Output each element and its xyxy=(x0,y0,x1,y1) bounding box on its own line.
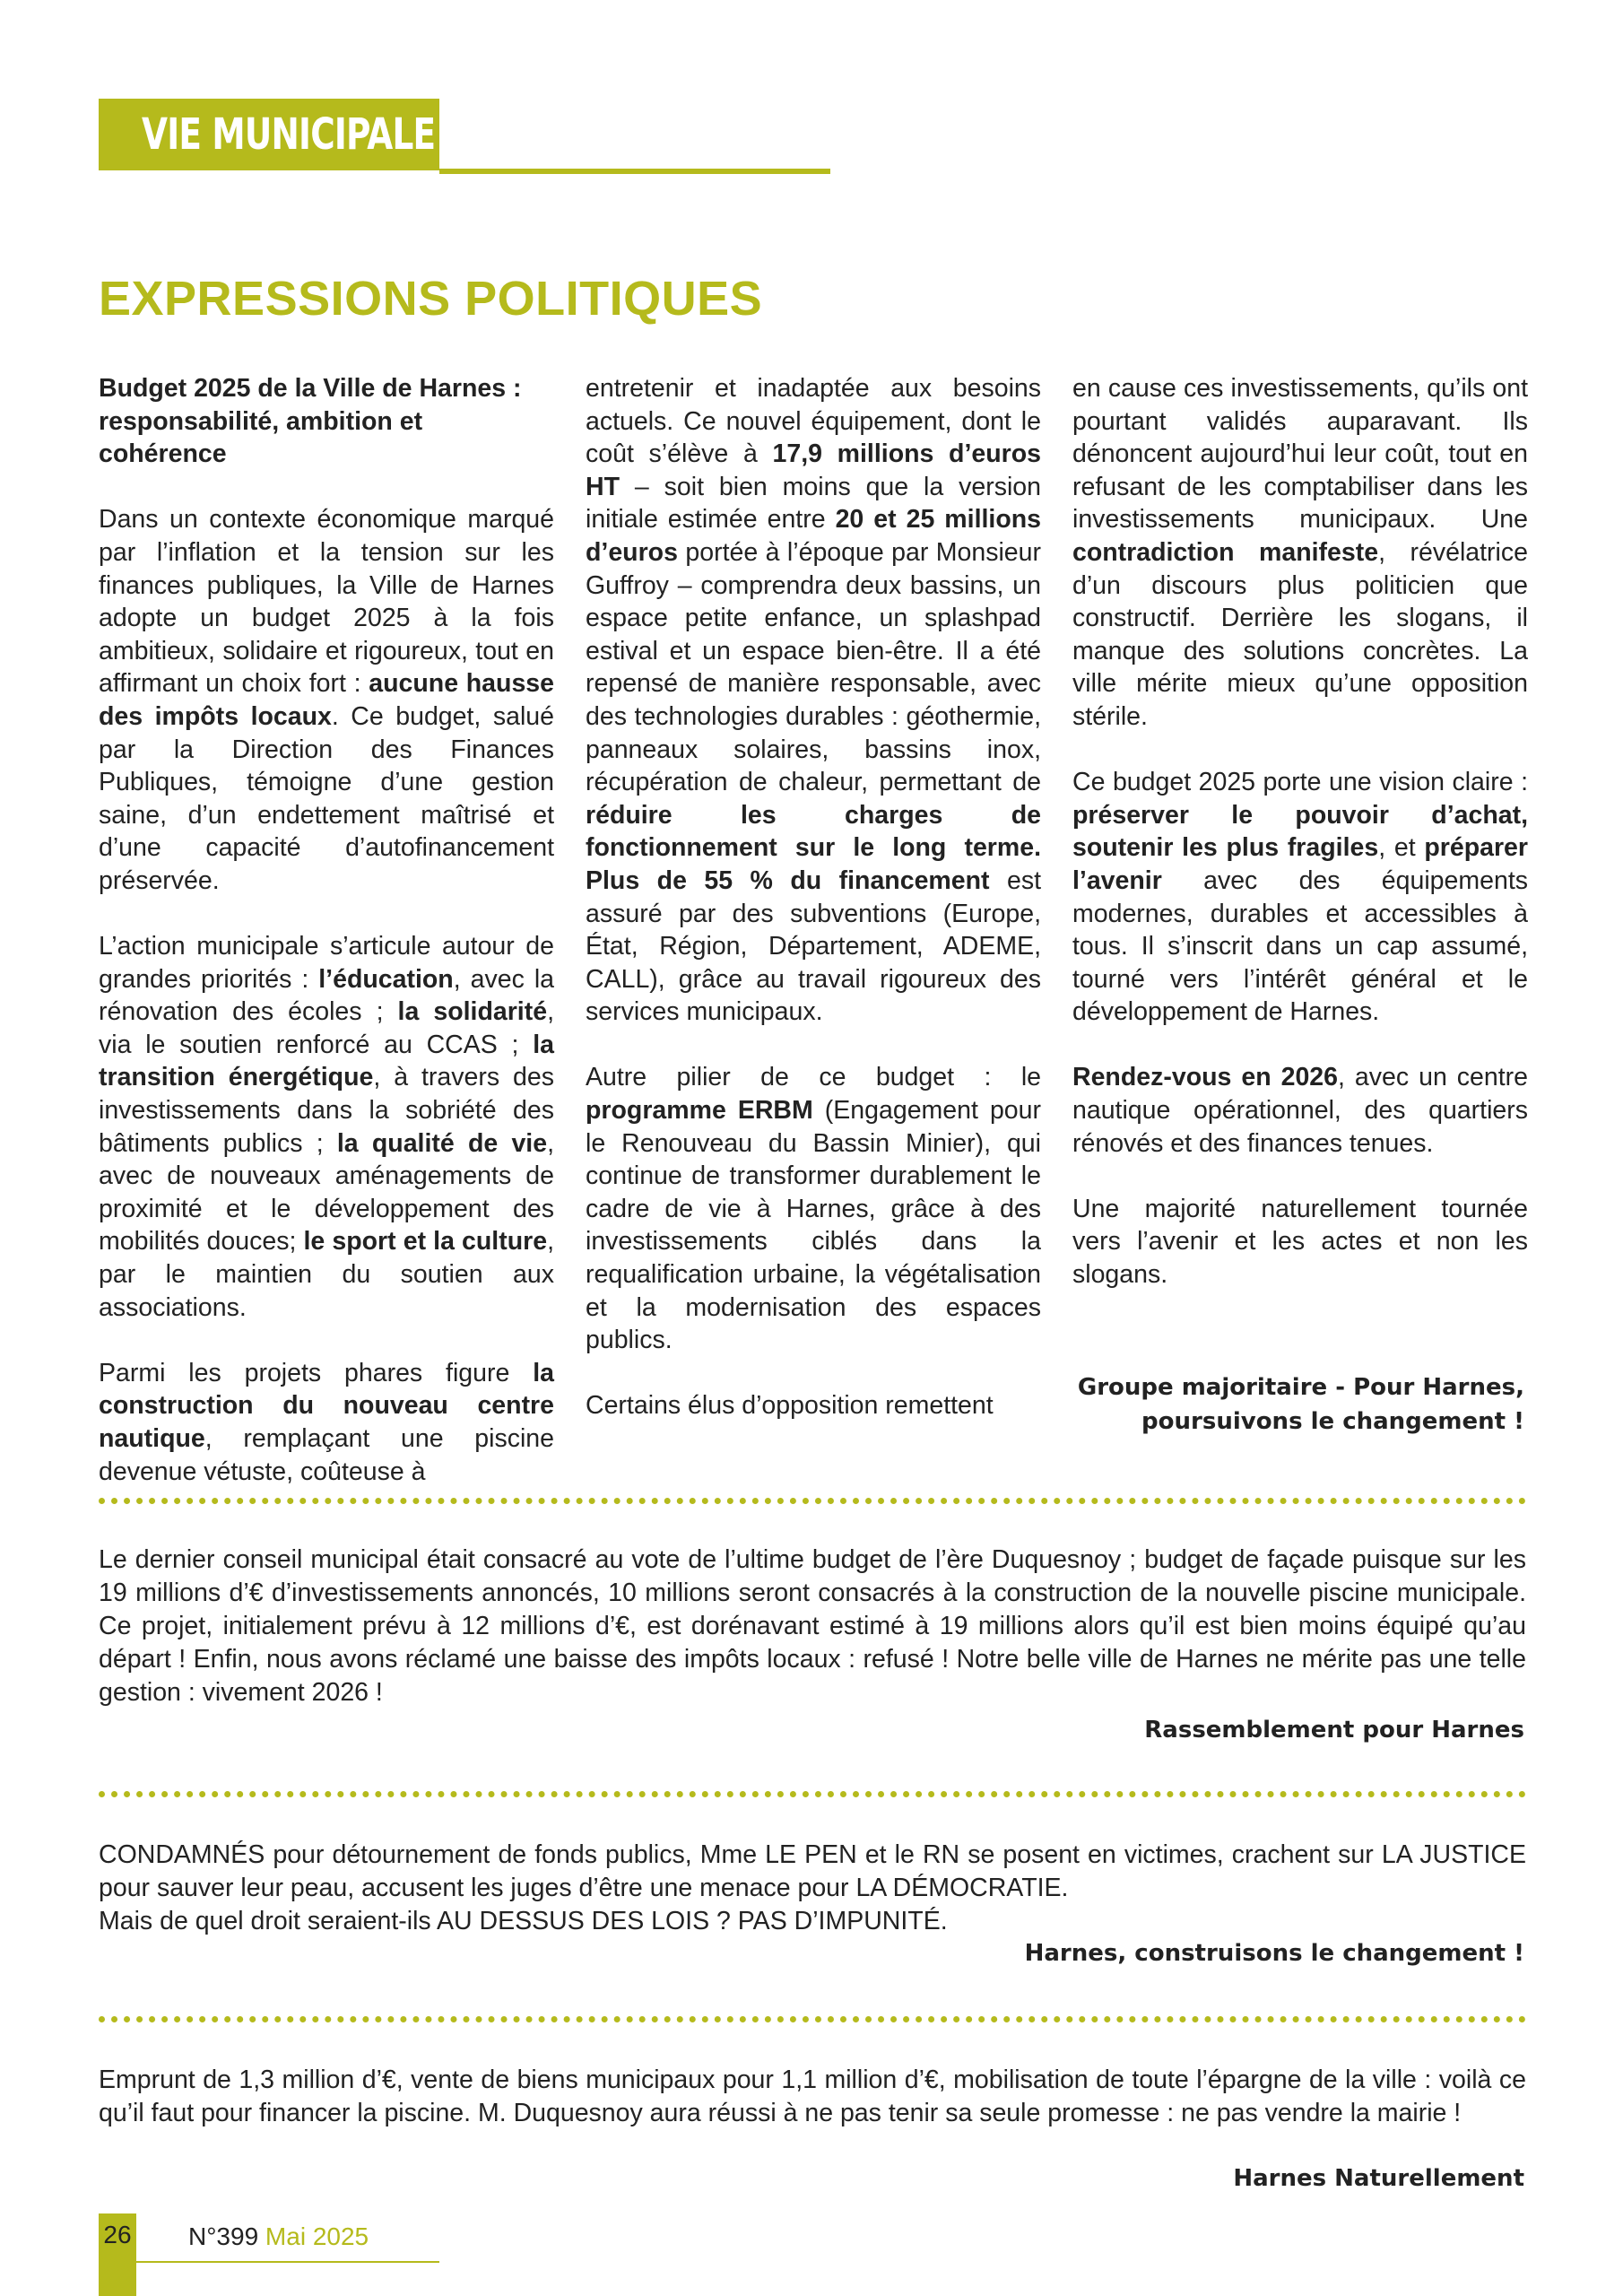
article-paragraph-3-cont: entretenir et inadaptée aux besoins actuels. Ce nouvel équipement, dont le coût s’élève à 17,9 millions d’euros HT – soit bien moins que la version initiale estimée entre 20 et 25 millions d’euros portée à l’époque par Monsieur Guffroy – comprendra deux bassins, un espace petite enfance, un splashpad estival et un espace bien-être. Il a été repensé de manière responsable, avec des technologies durables : géothermie, panneaux solaires, bassins inox, récupération de chaleur, permettant de réduire les charges de fonctionnement sur le long terme. Plus de 55 % du financement est assuré par des subventions (Europe, État, Région, Département, ADEME, CALL), grâce au travail rigoureux des services municipaux. xyxy=(586,374,1042,1027)
section-label: VIE MUNICIPALE xyxy=(142,109,436,160)
article-paragraph-3-start: Parmi les projets phares figure la construction du nouveau centre nautique, remplaçant une piscine devenue vétuste, coûteuse à xyxy=(99,1358,554,1486)
naturellement-text: Emprunt de 1,3 million d’€, vente de biens municipaux pour 1,1 million d’€, mobilisation de toute l’épargne de la ville : voilà ce qu’il faut pour financer la piscine. M. Duquesnoy aura réussi à ne pas tenir sa seule promesse : ne pas vendre la mairie ! xyxy=(99,2066,1526,2127)
article-paragraph-2: L’action municipale s’articule autour de grandes priorités : l’éducation, avec la rénovation des écoles ; la solidarité, via le soutien renforcé au CCAS ; la transition énergétique, à travers des investissements dans la sobriété des bâtiments publics ; la qualité de vie, avec de nouveaux aménagements de proximité et le développement des mobilités douces; le sport et la culture, par le maintien du soutien aux associations. xyxy=(99,932,554,1322)
rassemblement-signature: Rassemblement pour Harnes xyxy=(1144,1717,1524,1744)
article-column-2 xyxy=(586,372,1041,1422)
issue-info xyxy=(188,2222,369,2251)
article-paragraph-8: Une majorité naturellement tournée vers l’avenir et les actes et non les slogans. xyxy=(1072,1194,1528,1290)
issue-number: N°399 xyxy=(188,2222,259,2250)
article-paragraph-5-start: Certains élus d’opposition remettent xyxy=(586,1391,994,1421)
section-underline xyxy=(439,169,830,174)
article-paragraph-1: Dans un contexte économique marqué par l’inflation et la tension sur les finances publiques, la Ville de Harnes adopte un budget 2025 à la fois ambitieux, solidaire et rigoureux, tout en affirmant un choix fort : aucune hausse des impôts locaux. Ce budget, salué par la Direction des Finances Publiques, témoigne d’une gestion saine, d’un endettement maîtrisé et d’une capacité d’autofinancement préservée. xyxy=(99,505,554,895)
article-headline: Budget 2025 de la Ville de Harnes : responsabilité, ambition et cohérence xyxy=(99,374,522,469)
article-paragraph-6: Ce budget 2025 porte une vision claire : préserver le pouvoir d’achat, soutenir les plus fragiles, et préparer l’avenir avec des équipements modernes, durables et accessibles à tous. Il s’inscrit dans un cap assumé, tourné vers l’intérêt général et le développement de Harnes. xyxy=(1072,768,1529,1027)
article-column-1 xyxy=(99,372,554,1488)
section-banner xyxy=(99,99,439,170)
article-paragraph-4: Autre pilier de ce budget : le programme ERBM (Engagement pour le Renouveau du Bassin Minier), qui continue de transformer durablement le cadre de vie à Harnes, grâce à des investissements ciblés dans la requalification urbaine, la végétalisation et la modernisation des espaces publics. xyxy=(586,1063,1041,1355)
construisons-signature: Harnes, construisons le changement ! xyxy=(1024,1940,1524,1967)
issue-month: Mai 2025 xyxy=(265,2222,369,2250)
article-column-3 xyxy=(1072,372,1528,1292)
dotted-separator xyxy=(99,1791,1526,1797)
majority-signature: Groupe majoritaire - Pour Harnes, poursuivons le changement ! xyxy=(1077,1374,1524,1435)
page-title: EXPRESSIONS POLITIQUES xyxy=(99,272,763,326)
footer-underline xyxy=(136,2261,439,2263)
article-paragraph-7: Rendez-vous en 2026, avec un centre nautique opérationnel, des quartiers rénovés et des finances tenues. xyxy=(1072,1063,1528,1158)
construisons-text: CONDAMNÉS pour détournement de fonds publics, Mme LE PEN et le RN se posent en victimes, crachent sur LA JUSTICE pour sauver leur peau, accusent les juges d’être une menace pour LA DÉMOCRATIE. Mais de quel droit seraient-ils AU DESSUS DES LOIS ? PAS D’IMPUNITÉ. xyxy=(99,1840,1526,1935)
page-number: 26 xyxy=(103,2221,132,2248)
article-paragraph-5-cont: en cause ces investissements, qu’ils ont pourtant validés auparavant. Ils dénoncent aujourd’hui leur coût, tout en refusant de les comptabiliser dans les investissements municipaux. Une contradiction manifeste, révélatrice d’un discours plus politicien que constructif. Derrière les slogans, il manque des solutions concrètes. La ville mérite mieux qu’une opposition stérile. xyxy=(1072,374,1528,731)
dotted-separator xyxy=(99,1498,1526,1504)
rassemblement-text: Le dernier conseil municipal était consacré au vote de l’ultime budget de l’ère Duquesnoy ; budget de façade puisque sur les 19 millions d’€ d’investissements annoncés, 10 millions seront consacrés à la construction de la nouvelle piscine municipale. Ce projet, initialement prévu à 12 millions d’€, est dorénavant estimé à 19 millions alors qu’il est bien moins équipé qu’au départ ! Enfin, nous avons réclamé une baisse des impôts locaux : refusé ! Notre belle ville de Harnes ne mérite pas une telle gestion : vivement 2026 ! xyxy=(99,1545,1526,1707)
dotted-separator xyxy=(99,2016,1526,2022)
naturellement-signature: Harnes Naturellement xyxy=(1233,2165,1524,2192)
